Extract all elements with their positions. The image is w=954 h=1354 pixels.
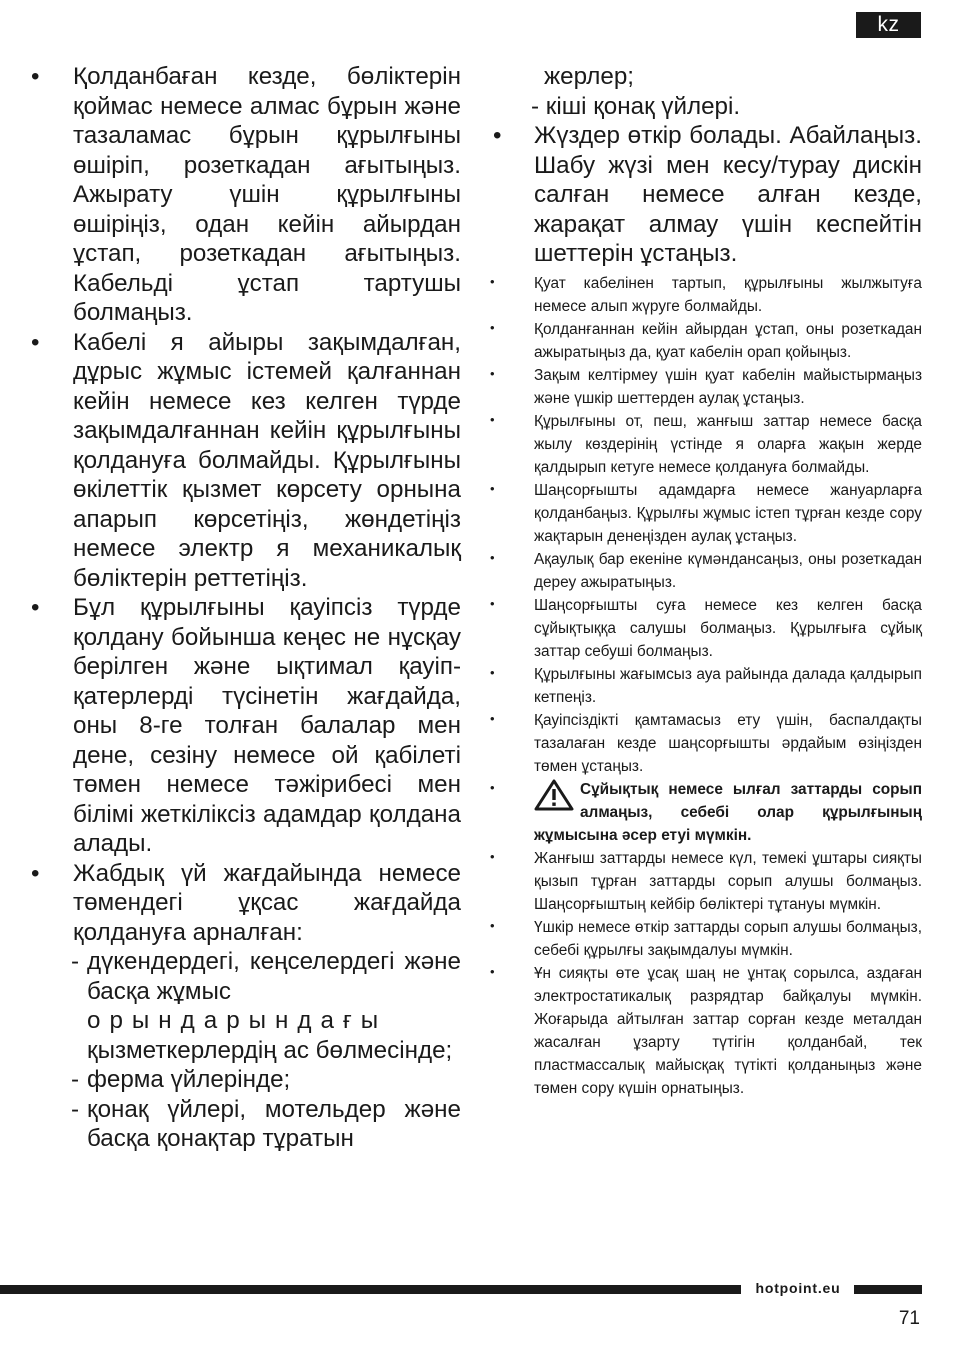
language-tag: kz (856, 12, 921, 38)
list-item (28, 859, 461, 948)
list-item (28, 62, 461, 328)
bullet: • (490, 273, 495, 289)
bullet: • (490, 319, 495, 335)
sub-list-item (28, 1065, 461, 1095)
list-item (490, 121, 922, 269)
item-text: Қауіпсіздікті қамтамасыз ету үшін, баспалдақты тазалаған кезде шаңсорғышты әрдайым өзіңізден төмен ұстаңыз. (534, 711, 922, 775)
small-list-item (490, 318, 922, 364)
bullet: • (490, 549, 495, 565)
bullet: • (490, 664, 495, 680)
dash: - (71, 1095, 80, 1123)
sub-item-continuation: қызметкерлердің ас бөлмесінде; (87, 1036, 453, 1064)
bullet: • (490, 710, 495, 726)
item-text: Қолданғаннан кейін айырдан ұстап, оны розеткадан ажыратыңыз да, қуат кабелін орап қойыңыз. (534, 320, 922, 361)
bullet: • (490, 595, 495, 611)
item-text: Жанғыш заттарды немесе күл, темекі ұштары сияқты қызып тұрған заттарды сорып алушы болмаңыз. Шаңсорғыштың кейбір бөліктері тұтануы мүмкін. (534, 849, 922, 913)
small-list-item (490, 272, 922, 318)
dash: - (71, 948, 80, 975)
small-list-item (490, 663, 922, 709)
small-list-item (490, 594, 922, 663)
left-column (28, 62, 461, 1154)
warning-text: Сұйықтық немесе ылғал заттарды сорып алмаңыз, себебі олар құрылғының жұмысына әсер етуі мүмкін. (534, 780, 922, 844)
bullet: • (490, 848, 495, 864)
sub-item-text: дүкендердегі, кеңселердегі және басқа жұмыс (87, 948, 461, 1005)
small-list-item (490, 847, 922, 916)
continuation-text: жерлер; (544, 63, 634, 90)
warning-triangle-icon (534, 779, 574, 811)
bullet: • (31, 328, 40, 356)
sub-item-continuation: орындарындағы (87, 1007, 388, 1034)
right-column (490, 62, 922, 1100)
small-list-item (490, 479, 922, 548)
bullet: • (490, 917, 495, 933)
bullet: • (490, 963, 495, 979)
item-text: Ұн сияқты өте ұсақ шаң не ұнтақ сорылса, аздаған электростатикалық разрядтар байқалуы мүмкін. Жоғарыда айтылған заттар сорған кезде металдан жасалған ұзарту түтігін қолданбай, тек пластмассалық майысқақ түтікті қолданыңыз және төмен сору күшін орнатыңыз. (534, 964, 922, 1097)
bullet: • (490, 411, 495, 427)
bullet: • (31, 594, 40, 621)
small-list-item (490, 410, 922, 479)
sub-item-text: ферма үйлерінде; (87, 1066, 291, 1093)
page-number: 71 (898, 1308, 920, 1329)
dash: - (71, 1066, 80, 1093)
item-text: Кабелі я айыры зақымдалған, дұрыс жұмыс істемей қалғаннан кейін немесе кез келген түрде зақымдалғаннан кейін құрылғыны қолдануға болмайды. Құрылғыны өкілеттік қызмет көрсету орнына апарып көрсетіңіз, жөндетіңіз немесе электр я механикалық бөліктерін реттетіңіз. (73, 328, 461, 592)
footer-brand: hotpoint.eu (755, 1280, 841, 1296)
warning-item (490, 778, 922, 847)
bullet: • (31, 859, 40, 887)
list-item (28, 593, 461, 859)
item-text: Ақаулық бар екеніне күмәндансаңыз, оны розеткадан дереу ажыратыңыз. (534, 550, 922, 591)
sub-list-item: - кіші қонақ үйлері. (531, 92, 741, 120)
footer-rule-left (0, 1285, 741, 1294)
item-text: Жабдық үй жағдайында немесе төмендегі ұқсас жағдайда қолдануға арналған: (73, 859, 461, 946)
item-text: Бұл құрылғыны қауіпсіз түрде қолдану бойынша кеңес не нұсқау берілген және ықтимал қауіп-қатерлерді түсінетін жағдайда, оны 8-ге толған балалар мен дене, сезіну немесе ой қабілеті төмен немесе тәжірибесі мен білімі жеткіліксіз адамдар қолдана алады. (73, 594, 461, 857)
item-text: Зақым келтірмеу үшін қуат кабелін майыстырмаңыз және үшкір шеттерден аулақ ұстаңыз. (534, 366, 922, 407)
small-list-item (490, 916, 922, 962)
small-bullet-list (490, 272, 922, 1100)
bullet: • (31, 63, 40, 90)
bullet: • (490, 365, 495, 381)
list-item (28, 328, 461, 594)
item-text: Жүздер өткір болады. Абайлаңыз. Шабу жүзі мен кесу/турау дискін салған немесе алған кезде, жарақат алмау үшін кеспейтін шеттерін ұстаңыз. (534, 122, 922, 267)
sub-item-text: қонақ үйлері, мотельдер және басқа қонақтар тұратын (87, 1095, 461, 1152)
item-text: Қолданбаған кезде, бөліктерін қоймас немесе алмас бұрын және тазаламас бұрын құрылғыны өшіріп, розеткадан ағытыңыз. Ажырату үшін құрылғыны өшіріңіз, одан кейін айырдан ұстап, розеткадан ағытыңыз. Кабельді ұстап тартушы болмаңыз. (73, 63, 461, 326)
item-text: Қуат кабелінен тартып, құрылғыны жылжытуға немесе алып жүруге болмайды. (534, 274, 922, 315)
sub-list-item (28, 947, 461, 1006)
small-list-item (490, 962, 922, 1100)
item-text: Үшкір немесе өткір заттарды сорып алушы болмаңыз, себебі құрылғы зақымдалуы мүмкін. (534, 918, 922, 959)
item-text: Құрылғыны от, пеш, жанғыш заттар немесе басқа жылу көздерінің үстінде я оларға жақын жерде қалдырып кетуге немесе қолдануға болмайды. (534, 412, 922, 476)
bullet: • (493, 122, 502, 149)
small-list-item (490, 709, 922, 778)
sub-list-item (28, 1095, 461, 1154)
small-list-item (490, 364, 922, 410)
bullet: • (490, 480, 495, 496)
item-text: Шаңсорғышты адамдарға немесе жануарларға қолданбаңыз. Құрылғы жұмыс істеп тұрған кезде сору жақтарын денеңізден аулақ ұстаңыз. (534, 481, 922, 545)
item-text: Шаңсорғышты суға немесе кез келген басқа сұйықтыққа салушы болмаңыз. Құрылғыға сұйық заттар себуші болмаңыз. (534, 596, 922, 660)
footer-rule-right (854, 1285, 922, 1294)
item-text: Құрылғыны жағымсыз ауа райында далада қалдырып кетпеңіз. (534, 665, 922, 706)
small-list-item (490, 548, 922, 594)
bullet: • (490, 779, 495, 795)
